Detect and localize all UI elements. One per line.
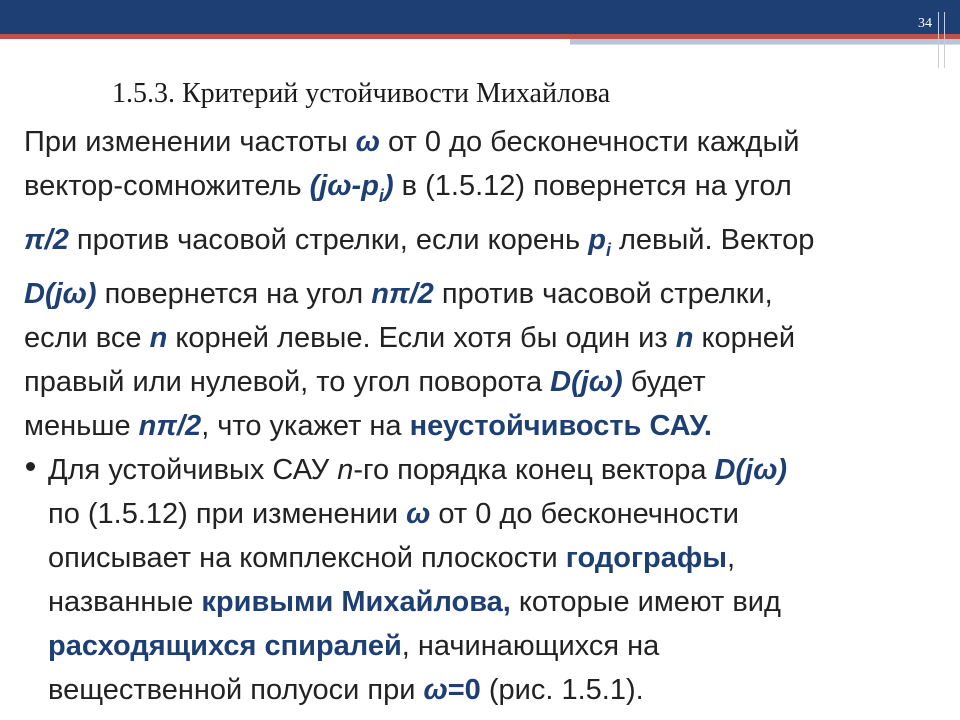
slide-title: 1.5.3. Критерий устойчивости Михайлова [112, 78, 611, 109]
header-bar [0, 0, 960, 34]
header-rule [944, 12, 945, 68]
bullet-line: Для устойчивых САУ n-го порядка конец вектора D(jω) [48, 454, 788, 486]
bullet-icon [26, 462, 35, 471]
header-rule [938, 12, 939, 68]
header-frame [570, 44, 960, 69]
bullet-line: описывает на комплексной плоскости годографы, [48, 542, 736, 574]
paragraph-line: вектор-сомножитель $(j\omega-p_i)$ в (1.5.12) повернется на угол [24, 170, 792, 206]
slide-number: 34 [918, 16, 932, 31]
bullet-line: по (1.5.12) при изменении ω от 0 до бесконечности [48, 498, 740, 530]
paragraph-line: D(jω) повернется на угол nπ/2 против часовой стрелки, [24, 277, 773, 310]
bullet-item [24, 448, 954, 712]
paragraph-line: правый или нулевой, то угол поворота D(jω) будет [24, 365, 706, 398]
main-paragraph [24, 120, 954, 448]
bullet-line: названные кривыми Михайлова, которые имеют вид [48, 586, 781, 618]
paragraph-line: если все n корней левые. Если хотя бы один из n корней [24, 321, 796, 354]
paragraph-line: меньше nπ/2, что укажет на неустойчивость САУ. [24, 409, 712, 442]
bullet-line: вещественной полуоси при ω=0 (рис. 1.5.1). [48, 674, 644, 706]
paragraph-line: При изменении частоты ω от 0 до бесконечности каждый [24, 126, 800, 158]
bullet-line: расходящихся спиралей, начинающихся на [48, 630, 660, 662]
paragraph-line: π/2 против часовой стрелки, если корень $p_i$ левый. Вектор [24, 223, 815, 260]
